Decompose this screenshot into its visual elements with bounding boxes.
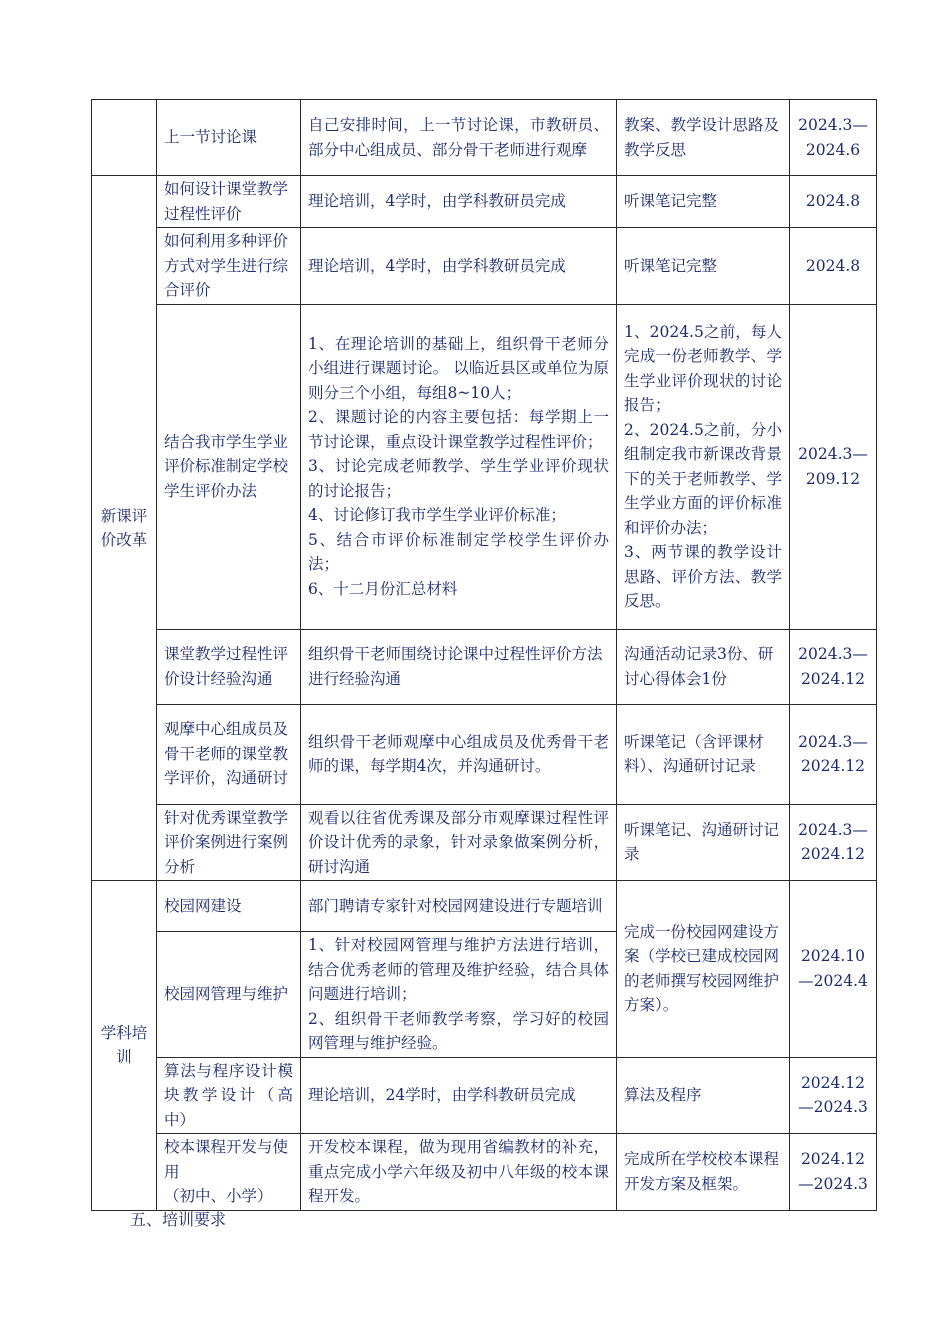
category-cell-reform: 新课评价改革 xyxy=(92,176,157,881)
topic-cell: 如何利用多种评价方式对学生进行综合评价 xyxy=(157,228,301,305)
outcome-cell: 沟通活动记录3份、研讨心得体会1份 xyxy=(617,629,790,704)
topic-cell: 如何设计课堂教学过程性评价 xyxy=(157,176,301,228)
table-row xyxy=(92,176,877,228)
content-cell: 组织骨干老师观摩中心组成员及优秀骨干老师的课，每学期4次，并沟通研讨。 xyxy=(301,704,617,804)
time-cell: 2024.8 xyxy=(790,228,877,305)
outcome-cell: 听课笔记完整 xyxy=(617,228,790,305)
time-cell: 2024.3— 2024.12 xyxy=(790,704,877,804)
content-cell: 理论培训，4学时，由学科教研员完成 xyxy=(301,176,617,228)
outcome-cell: 听课笔记、沟通研讨记录 xyxy=(617,804,790,881)
content-cell: 观看以往省优秀课及部分市观摩课过程性评价设计优秀的录象，针对录象做案例分析，研讨沟通 xyxy=(301,804,617,881)
outcome-cell: 算法及程序 xyxy=(617,1057,790,1134)
table-row xyxy=(92,228,877,305)
time-cell: 2024.10 —2024.4 xyxy=(790,881,877,1058)
topic-cell: 观摩中心组成员及骨干老师的课堂教学评价，沟通研讨 xyxy=(157,704,301,804)
topic-cell: 校本课程开发与使用 （初中、小学） xyxy=(157,1134,301,1211)
content-cell: 自己安排时间，上一节讨论课，市教研员、部分中心组成员、部分骨干老师进行观摩 xyxy=(301,100,617,176)
topic-cell: 校园网建设 xyxy=(157,881,301,932)
time-cell: 2024.12 —2024.3 xyxy=(790,1057,877,1134)
time-cell: 2024.3— 2024.12 xyxy=(790,804,877,881)
table-row xyxy=(92,629,877,704)
topic-cell: 结合我市学生学业评价标准制定学校学生评价办法 xyxy=(157,304,301,629)
outcome-cell: 1、2024.5之前，每人完成一份老师教学、学生学业评价现状的讨论报告； 2、2024.5之前，分小组制定我市新课改背景下的关于老师教学、学生学业方面的评价标准和评价办法； 3、两节课的教学设计思路、评价方法、教学反思。 xyxy=(617,304,790,629)
outcome-cell: 听课笔记（含评课材料）、沟通研讨记录 xyxy=(617,704,790,804)
content-cell: 1、针对校园网管理与维护方法进行培训，结合优秀老师的管理及维护经验，结合具体问题进行培训； 2、组织骨干老师教学考察，学习好的校园网管理与维护经验。 xyxy=(301,932,617,1058)
topic-cell: 针对优秀课堂教学评价案例进行案例分析 xyxy=(157,804,301,881)
content-cell: 开发校本课程，做为现用省编教材的补充，重点完成小学六年级及初中八年级的校本课程开发。 xyxy=(301,1134,617,1211)
section-heading: 五、培训要求 xyxy=(130,1210,227,1229)
table-row xyxy=(92,100,877,176)
outcome-cell: 教案、教学设计思路及教学反思 xyxy=(617,100,790,176)
time-cell: 2024.12 —2024.3 xyxy=(790,1134,877,1211)
content-cell: 理论培训，4学时，由学科教研员完成 xyxy=(301,228,617,305)
topic-cell: 算法与程序设计模块教学设计（高中） xyxy=(157,1057,301,1134)
table-row xyxy=(92,304,877,629)
table-row xyxy=(92,1057,877,1134)
table-row xyxy=(92,704,877,804)
category-cell-subject-training: 学科培训 xyxy=(92,881,157,1211)
content-cell: 1、在理论培训的基础上，组织骨干老师分小组进行课题讨论。 以临近县区或单位为原则分三个小组，每组8~10人； 2、课题讨论的内容主要包括：每学期上一节讨论课，重点设计课堂教学过程性评价； 3、讨论完成老师教学、学生学业评价现状的讨论报告； 4、讨论修订我市学生学业评价标准； 5、结合市评价标准制定学校学生评价办法； 6、十二月份汇总材料 xyxy=(301,304,617,629)
topic-cell: 课堂教学过程性评价设计经验沟通 xyxy=(157,629,301,704)
content-cell: 组织骨干老师围绕讨论课中过程性评价方法进行经验沟通 xyxy=(301,629,617,704)
time-cell: 2024.3— 2024.12 xyxy=(790,629,877,704)
training-plan-table xyxy=(91,99,877,1211)
time-cell: 2024.3— 209.12 xyxy=(790,304,877,629)
table-row xyxy=(92,1134,877,1211)
content-cell: 理论培训，24学时，由学科教研员完成 xyxy=(301,1057,617,1134)
outcome-cell: 听课笔记完整 xyxy=(617,176,790,228)
topic-cell: 上一节讨论课 xyxy=(157,100,301,176)
content-cell: 部门聘请专家针对校园网建设进行专题培训 xyxy=(301,881,617,932)
category-cell-empty xyxy=(92,100,157,176)
outcome-cell: 完成所在学校校本课程开发方案及框架。 xyxy=(617,1134,790,1211)
time-cell: 2024.3— 2024.6 xyxy=(790,100,877,176)
topic-cell: 校园网管理与维护 xyxy=(157,932,301,1058)
table-row xyxy=(92,881,877,932)
time-cell: 2024.8 xyxy=(790,176,877,228)
table-row xyxy=(92,804,877,881)
outcome-cell: 完成一份校园网建设方案（学校已建成校园网的老师撰写校园网维护方案）。 xyxy=(617,881,790,1058)
